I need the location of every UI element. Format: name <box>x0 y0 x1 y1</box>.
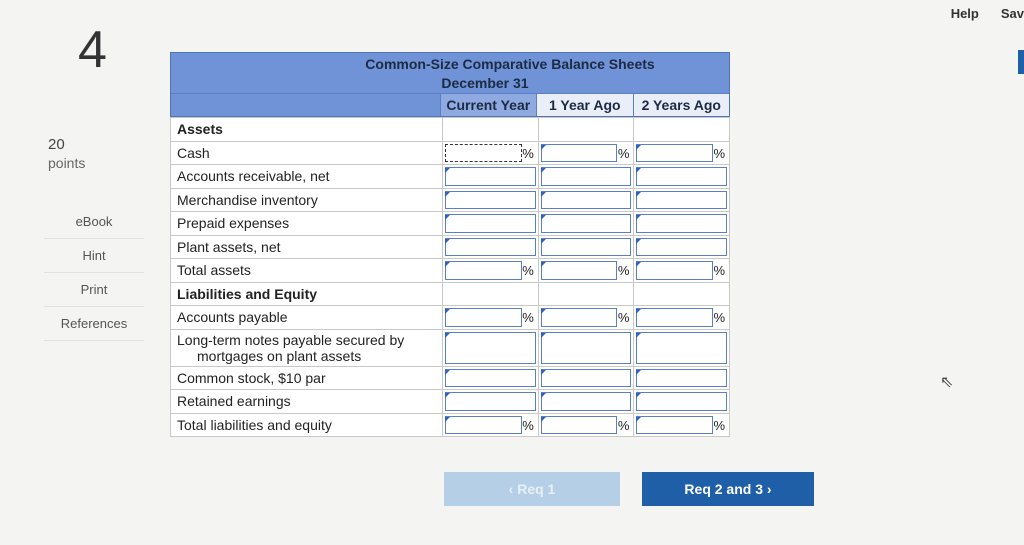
notes-current-input[interactable] <box>445 332 536 364</box>
input-marker-icon <box>445 417 450 422</box>
right-edge-tab[interactable] <box>1018 50 1024 74</box>
inventory-1y-input[interactable] <box>541 191 632 210</box>
notes-1y-input[interactable] <box>541 332 632 364</box>
table-row <box>171 306 730 330</box>
plant-1y-input[interactable] <box>541 238 632 257</box>
stock-1y-input[interactable] <box>541 369 632 388</box>
save-link[interactable]: Sav <box>1000 6 1024 21</box>
points-label: points <box>48 155 86 171</box>
table-row <box>171 329 730 366</box>
ar-2y-input[interactable] <box>636 167 727 186</box>
ap-2y-input[interactable] <box>636 308 713 327</box>
table-row <box>171 165 730 189</box>
input-marker-icon <box>541 262 546 267</box>
sheet-header <box>170 52 730 117</box>
input-marker-icon <box>541 192 546 197</box>
table-row <box>171 188 730 212</box>
table-row <box>171 413 730 437</box>
points-block <box>48 136 85 172</box>
input-marker-icon <box>541 393 546 398</box>
table-row <box>171 141 730 165</box>
row-label: Plant assets, net <box>171 235 443 259</box>
question-number: 4 <box>78 21 107 79</box>
balance-sheet-table <box>170 117 730 437</box>
plant-2y-input[interactable] <box>636 238 727 257</box>
references-link[interactable]: References <box>44 307 144 341</box>
percent-sign: % <box>617 263 630 278</box>
input-marker-icon <box>636 370 641 375</box>
input-marker-icon <box>636 309 641 314</box>
input-marker-icon <box>636 417 641 422</box>
stock-2y-input[interactable] <box>636 369 727 388</box>
cash-1y-input[interactable] <box>541 144 618 163</box>
column-header-current-year: Current Year <box>440 94 536 116</box>
input-marker-icon <box>636 192 641 197</box>
row-label: Total liabilities and equity <box>171 413 443 437</box>
input-marker-icon <box>445 370 450 375</box>
percent-sign: % <box>617 145 630 161</box>
percent-sign: % <box>522 310 534 325</box>
inventory-2y-input[interactable] <box>636 191 727 210</box>
ebook-link[interactable]: eBook <box>44 205 144 239</box>
ap-current-input[interactable] <box>445 308 522 327</box>
input-marker-icon <box>541 333 546 338</box>
row-label: Assets <box>171 118 443 142</box>
cash-current-input[interactable] <box>445 144 522 163</box>
column-headers <box>171 93 729 116</box>
row-label: Liabilities and Equity <box>171 282 443 306</box>
row-label: Cash <box>171 141 443 165</box>
table-row <box>171 118 730 142</box>
points-value: 20 <box>48 136 65 153</box>
input-marker-icon <box>541 168 546 173</box>
table-row <box>171 235 730 259</box>
re-current-input[interactable] <box>445 392 536 411</box>
total-assets-2y-input[interactable] <box>636 261 713 280</box>
total-le-1y-input[interactable] <box>541 416 618 435</box>
row-label: Accounts receivable, net <box>171 165 443 189</box>
input-marker-icon <box>636 168 641 173</box>
notes-2y-input[interactable] <box>636 332 727 364</box>
row-label: Total assets <box>171 259 443 283</box>
percent-sign: % <box>713 417 725 433</box>
input-marker-icon <box>636 145 641 150</box>
cash-2y-input[interactable] <box>636 144 713 163</box>
input-marker-icon <box>636 239 641 244</box>
stock-current-input[interactable] <box>445 369 536 388</box>
percent-sign: % <box>713 145 725 161</box>
ar-1y-input[interactable] <box>541 167 632 186</box>
percent-sign: % <box>617 417 630 433</box>
input-marker-icon <box>445 309 450 314</box>
sheet-subtitle: December 31 <box>441 75 529 91</box>
inventory-current-input[interactable] <box>445 191 536 210</box>
side-nav <box>44 205 144 341</box>
column-header-1-year-ago: 1 Year Ago <box>536 94 632 116</box>
input-marker-icon <box>636 333 641 338</box>
re-2y-input[interactable] <box>636 392 727 411</box>
row-label: Prepaid expenses <box>171 212 443 236</box>
input-marker-icon <box>445 168 450 173</box>
input-marker-icon <box>445 393 450 398</box>
row-label: Common stock, $10 par <box>171 366 443 390</box>
ap-1y-input[interactable] <box>541 308 618 327</box>
help-link[interactable]: Help <box>950 6 979 21</box>
row-label: Merchandise inventory <box>171 188 443 212</box>
balance-sheet <box>170 52 730 437</box>
table-row <box>171 212 730 236</box>
input-marker-icon <box>541 309 546 314</box>
percent-sign: % <box>522 417 534 433</box>
input-marker-icon <box>541 145 546 150</box>
re-1y-input[interactable] <box>541 392 632 411</box>
prepaid-current-input[interactable] <box>445 214 536 233</box>
total-le-current-input[interactable] <box>445 416 522 435</box>
input-marker-icon <box>445 215 450 220</box>
total-assets-current-input[interactable] <box>445 261 522 280</box>
input-marker-icon <box>445 333 450 338</box>
table-row <box>171 259 730 283</box>
input-marker-icon <box>636 393 641 398</box>
total-assets-1y-input[interactable] <box>541 261 618 280</box>
input-marker-icon <box>445 239 450 244</box>
total-le-2y-input[interactable] <box>636 416 713 435</box>
percent-sign: % <box>522 145 534 161</box>
percent-sign: % <box>713 310 725 325</box>
plant-current-input[interactable] <box>445 238 536 257</box>
input-marker-icon <box>541 215 546 220</box>
row-label <box>171 329 443 366</box>
prepaid-1y-input[interactable] <box>541 214 632 233</box>
percent-sign: % <box>617 310 630 325</box>
sheet-title: Common-Size Comparative Balance Sheets <box>365 56 655 72</box>
table-row <box>171 390 730 414</box>
table-row <box>171 282 730 306</box>
input-marker-icon <box>636 215 641 220</box>
row-label-line2: mortgages on plant assets <box>197 347 362 364</box>
input-marker-icon <box>636 262 641 267</box>
row-label: Accounts payable <box>171 306 443 330</box>
percent-sign: % <box>522 263 534 278</box>
prev-req-button[interactable]: ‹ Req 1 <box>444 472 620 506</box>
input-marker-icon <box>541 370 546 375</box>
input-marker-icon <box>445 192 450 197</box>
print-link[interactable]: Print <box>44 273 144 307</box>
prepaid-2y-input[interactable] <box>636 214 727 233</box>
table-row <box>171 366 730 390</box>
next-req-button[interactable]: Req 2 and 3 › <box>642 472 814 506</box>
input-marker-icon <box>445 262 450 267</box>
input-marker-icon <box>541 417 546 422</box>
input-marker-icon <box>541 239 546 244</box>
ar-current-input[interactable] <box>445 167 536 186</box>
percent-sign: % <box>713 263 725 278</box>
hint-link[interactable]: Hint <box>44 239 144 273</box>
row-label-line1: Long-term notes payable secured by <box>177 331 405 348</box>
column-header-2-years-ago: 2 Years Ago <box>633 94 729 116</box>
mouse-cursor-icon: ⇖ <box>940 374 954 391</box>
row-label: Retained earnings <box>171 390 443 414</box>
top-bar <box>951 6 1024 21</box>
